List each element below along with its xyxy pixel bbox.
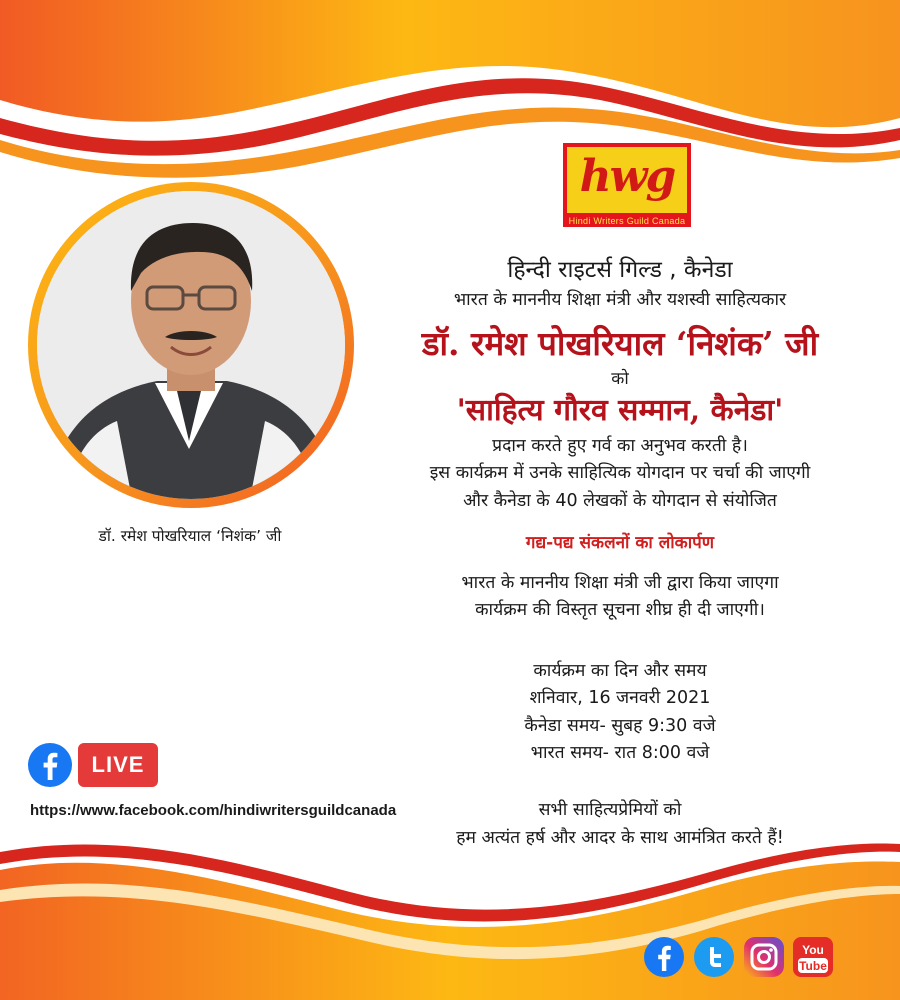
portrait-photo [37, 191, 345, 499]
invitation-line-1: सभी साहित्यप्रेमियों को [538, 800, 682, 820]
schedule-date: शनिवार, 16 जनवरी 2021 [529, 688, 711, 708]
org-name: हिन्दी राइटर्स गिल्ड , कैनेडा [507, 257, 733, 283]
info-line: कार्यक्रम की विस्तृत सूचना शीघ्र ही दी जाएगी। [475, 600, 765, 620]
writers-line: और कैनेडा के 40 लेखकों के योगदान से संयोजित [463, 491, 777, 511]
facebook-page-link[interactable]: https://www.facebook.com/hindiwritersguildcanada [30, 802, 397, 819]
pride-line: प्रदान करते हुए गर्व का अनुभव करती है। [492, 436, 748, 456]
instagram-icon[interactable] [743, 936, 785, 978]
intro-line: भारत के माननीय शिक्षा मंत्री और यशस्वी साहित्यकार [453, 290, 787, 310]
award-title: 'साहित्य गौरव सम्मान, कैनेडा' [456, 393, 784, 428]
release-highlight: गद्य-पद्य संकलनों का लोकार्पण [525, 533, 715, 553]
twitter-icon[interactable] [693, 936, 735, 978]
hwg-logo [563, 143, 691, 227]
schedule-canada-time: कैनेडा समय- सुबह 9:30 वजे [524, 716, 716, 736]
live-badge[interactable]: LIVE [78, 743, 158, 787]
youtube-label-top: You [802, 943, 824, 957]
portrait-frame [28, 182, 354, 508]
logo-subtitle: Hindi Writers Guild Canada [568, 216, 686, 226]
schedule-india-time: भारत समय- रात 8:00 वजे [530, 743, 710, 763]
logo-mark: hwg [579, 151, 675, 202]
man-portrait-illustration [37, 191, 345, 499]
invitation-line-2: हम अत्यंत हर्ष और आदर के साथ आमंत्रित करते हैं! [456, 828, 784, 848]
facebook-icon[interactable] [643, 936, 685, 978]
youtube-icon[interactable] [792, 936, 834, 978]
discussion-line: इस कार्यक्रम में उनके साहित्यिक योगदान पर चर्चा की जाएगी [429, 463, 811, 483]
release-line: भारत के माननीय शिक्षा मंत्री जी द्वारा किया जाएगा [461, 573, 779, 593]
ko-line: को [611, 369, 629, 389]
youtube-label-bottom: Tube [799, 959, 827, 973]
portrait-caption: डॉ. रमेश पोखरियाल ‘निशंक’ जी [98, 527, 282, 545]
schedule-heading: कार्यक्रम का दिन और समय [533, 661, 707, 681]
bottom-wave-main [0, 862, 900, 1000]
facebook-icon[interactable] [27, 742, 73, 788]
top-wave-main [0, 0, 900, 127]
logo-yellow-panel [567, 147, 687, 213]
honoree-name: डॉ. रमेश पोखरियाल ‘निशंक’ जी [421, 324, 819, 363]
